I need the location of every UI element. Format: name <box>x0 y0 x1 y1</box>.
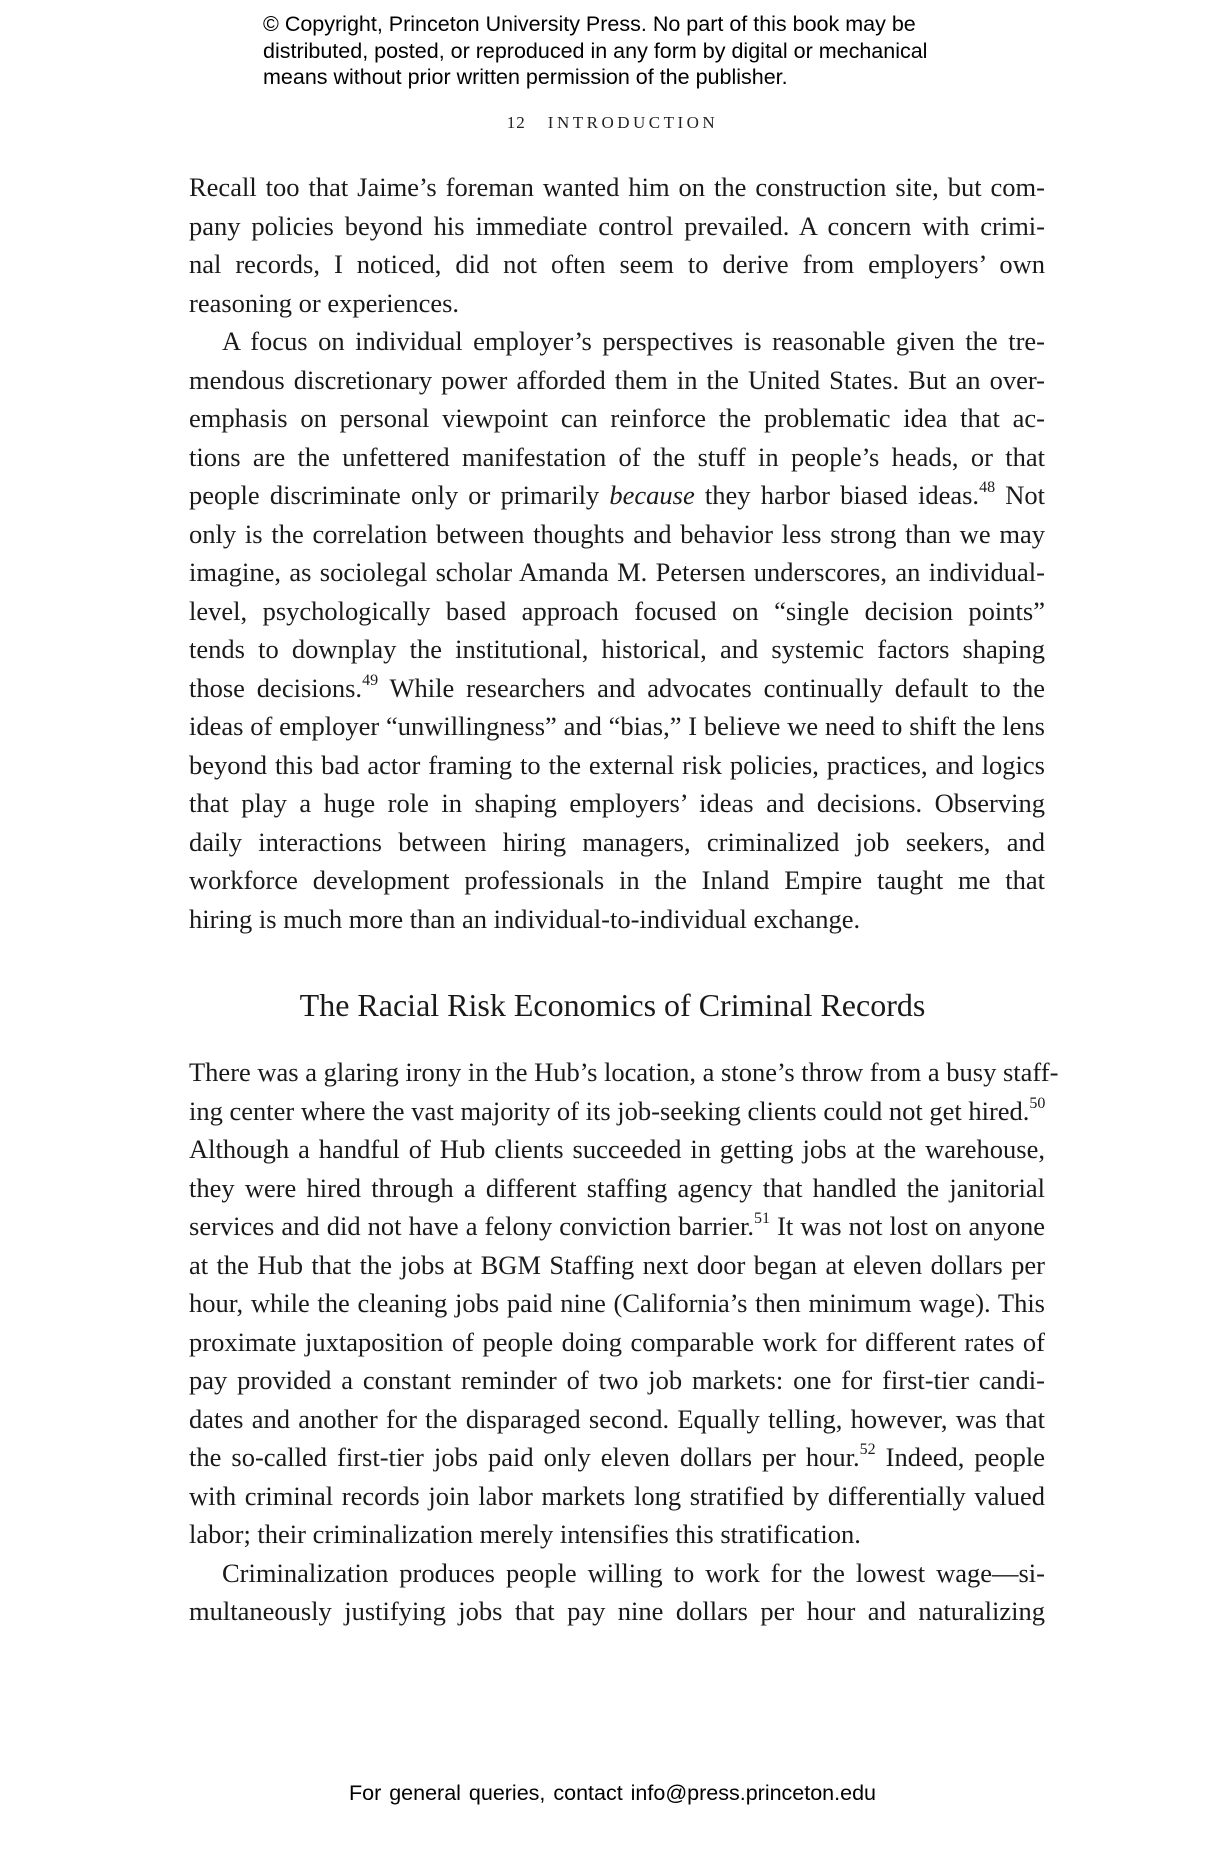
text-line: hour, while the cleaning jobs paid nine (California’s then minimum wage). This <box>189 1288 1045 1318</box>
running-head <box>0 113 1225 133</box>
text-line: that play a huge role in shaping employers’ ideas and decisions. Observing <box>189 788 1045 818</box>
copyright-line: © Copyright, Princeton University Press. No part of this book may be <box>263 12 916 36</box>
text-line: they were hired through a different staffing agency that handled the janitorial <box>189 1172 1045 1203</box>
text-line: tends to downplay the institutional, historical, and systemic factors shaping <box>189 634 1045 664</box>
copyright-notice <box>263 11 983 91</box>
copyright-line: distributed, posted, or reproduced in any form by digital or mechanical <box>263 38 928 63</box>
text-line: pay provided a constant reminder of two job markets: one for first-tier candi- <box>189 1365 1045 1395</box>
running-head-title: INTRODUCTION <box>547 113 719 132</box>
text-run: While researchers and advocates continually default to the <box>378 672 1045 703</box>
text-line: Although a handful of Hub clients succeeded in getting jobs at the warehouse, <box>189 1134 1045 1164</box>
text-line <box>189 1438 1045 1477</box>
text-line: proximate juxtaposition of people doing comparable work for different rates of <box>189 1326 1045 1357</box>
text-line: workforce development professionals in the Inland Empire taught me that <box>189 865 1045 895</box>
text-line: labor; their criminalization merely intensifies this stratification. <box>189 1519 861 1549</box>
text-line: dates and another for the disparaged second. Equally telling, however, was that <box>189 1403 1045 1434</box>
text-line: daily interactions between hiring managers, criminalized job seekers, and <box>189 826 1045 857</box>
text-line: only is the correlation between thoughts and behavior less strong than we may <box>189 518 1045 549</box>
text-line <box>189 476 1045 515</box>
text-line <box>189 669 1045 708</box>
text-run: people discriminate only or primarily <box>189 480 610 510</box>
text-run: Not <box>995 480 1046 510</box>
text-run: they harbor biased ideas. <box>694 480 980 510</box>
text-line: Criminalization produces people willing to work for the lowest wage—si- <box>222 1557 1045 1588</box>
text-line: imagine, as sociolegal scholar Amanda M. Petersen underscores, an individual- <box>189 557 1045 587</box>
text-run: services and did not have a felony conviction barrier. <box>189 1211 755 1241</box>
text-line: at the Hub that the jobs at BGM Staffing next door began at eleven dollars per <box>189 1249 1045 1280</box>
text-line: beyond this bad actor framing to the external risk policies, practices, and logics <box>189 749 1045 780</box>
text-line: multaneously justifying jobs that pay nine dollars per hour and naturalizing <box>189 1596 1045 1626</box>
footnote-ref: 50 <box>1029 1094 1046 1112</box>
text-line: nal records, I noticed, did not often seem to derive from employers’ own <box>189 249 1045 279</box>
paragraph-block <box>189 1053 1059 1631</box>
text-line: mendous discretionary power afforded them in the United States. But an over- <box>189 364 1045 395</box>
emphasis-text: because <box>609 480 695 510</box>
copyright-line: means without prior written permission of the publisher. <box>263 65 788 89</box>
text-line: A focus on individual employer’s perspectives is reasonable given the tre- <box>222 326 1045 356</box>
text-run: ing center where the vast majority of its job-seeking clients could not get hired. <box>189 1095 1030 1126</box>
text-line <box>189 1207 1045 1246</box>
text-run: Indeed, people <box>875 1442 1045 1472</box>
text-line: hiring is much more than an individual-to-individual exchange. <box>189 903 861 934</box>
text-run: It was not lost on anyone <box>770 1211 1045 1241</box>
page-number: 12 <box>506 113 526 132</box>
footer-contact: For general queries, contact info@press.princeton.edu <box>348 1781 876 1805</box>
text-line: ideas of employer “unwillingness” and “bias,” I believe we need to shift the lens <box>189 711 1045 741</box>
text-line: tions are the unfettered manifestation of the stuff in people’s heads, or that <box>189 441 1045 472</box>
footnote-ref: 52 <box>859 1441 876 1458</box>
section-heading: The Racial Risk Economics of Criminal Records <box>299 987 926 1023</box>
footnote-ref: 51 <box>754 1210 771 1227</box>
text-run: the so-called first-tier jobs paid only eleven dollars per hour. <box>189 1442 860 1472</box>
footnote-ref: 48 <box>979 479 996 496</box>
text-line: Recall too that Jaime’s foreman wanted him on the construction site, but com- <box>189 172 1045 202</box>
paragraph-block <box>189 168 1045 938</box>
text-run: those decisions. <box>189 672 363 703</box>
footnote-ref: 49 <box>362 671 379 689</box>
text-line: reasoning or experiences. <box>189 287 460 318</box>
text-line: level, psychologically based approach focused on “single decision points” <box>189 595 1045 626</box>
text-line: pany policies beyond his immediate control prevailed. A concern with crimi- <box>189 210 1045 241</box>
text-line: with criminal records join labor markets long stratified by differentially valued <box>189 1480 1045 1511</box>
text-line: There was a glaring irony in the Hub’s location, a stone’s throw from a busy staff- <box>189 1057 1059 1087</box>
text-line: emphasis on personal viewpoint can reinforce the problematic idea that ac- <box>189 403 1045 433</box>
text-line <box>189 1092 1045 1131</box>
